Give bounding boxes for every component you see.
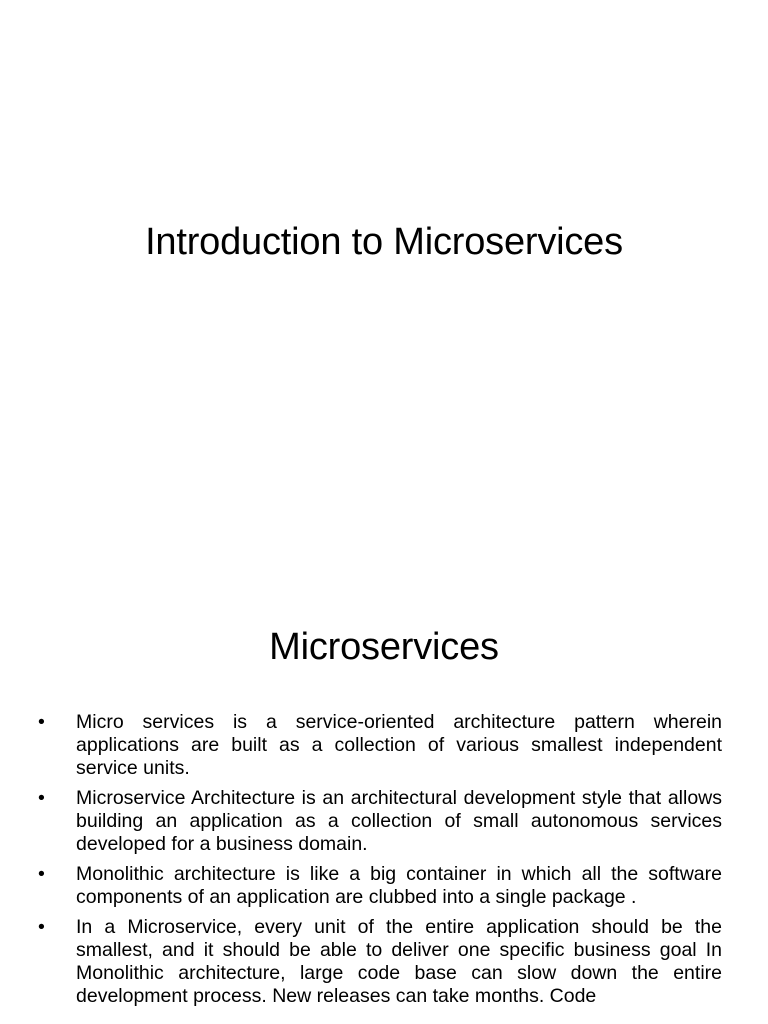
bullet-text: Microservice Architecture is an architectural development style that allows building an application as a collection of small autonomous services developed for a business domain. [76, 787, 722, 855]
bullet-item [38, 787, 722, 856]
bullet-icon: • [38, 711, 45, 733]
bullet-icon: • [38, 787, 45, 809]
bullet-icon: • [38, 863, 45, 885]
bullet-item [38, 916, 722, 1008]
bullet-item [38, 711, 722, 780]
bullet-text: Monolithic architecture is like a big container in which all the software components of an application are clubbed into a single package . [76, 863, 722, 908]
bullet-text: Micro services is a service-oriented architecture pattern wherein applications are built as a collection of various smallest independent service units. [76, 711, 722, 779]
slide-title: Introduction to Microservices [145, 221, 623, 263]
bullet-item [38, 863, 722, 909]
bullet-text: In a Microservice, every unit of the entire application should be the smallest, and it should be able to deliver one specific business goal In Monolithic architecture, large code base can slow down the entire development process. New releases can take months. Code [76, 916, 722, 1007]
bullet-list [38, 711, 722, 1015]
bullet-icon: • [38, 916, 45, 938]
slide-title: Microservices [269, 626, 499, 668]
content-slide [0, 576, 768, 1024]
